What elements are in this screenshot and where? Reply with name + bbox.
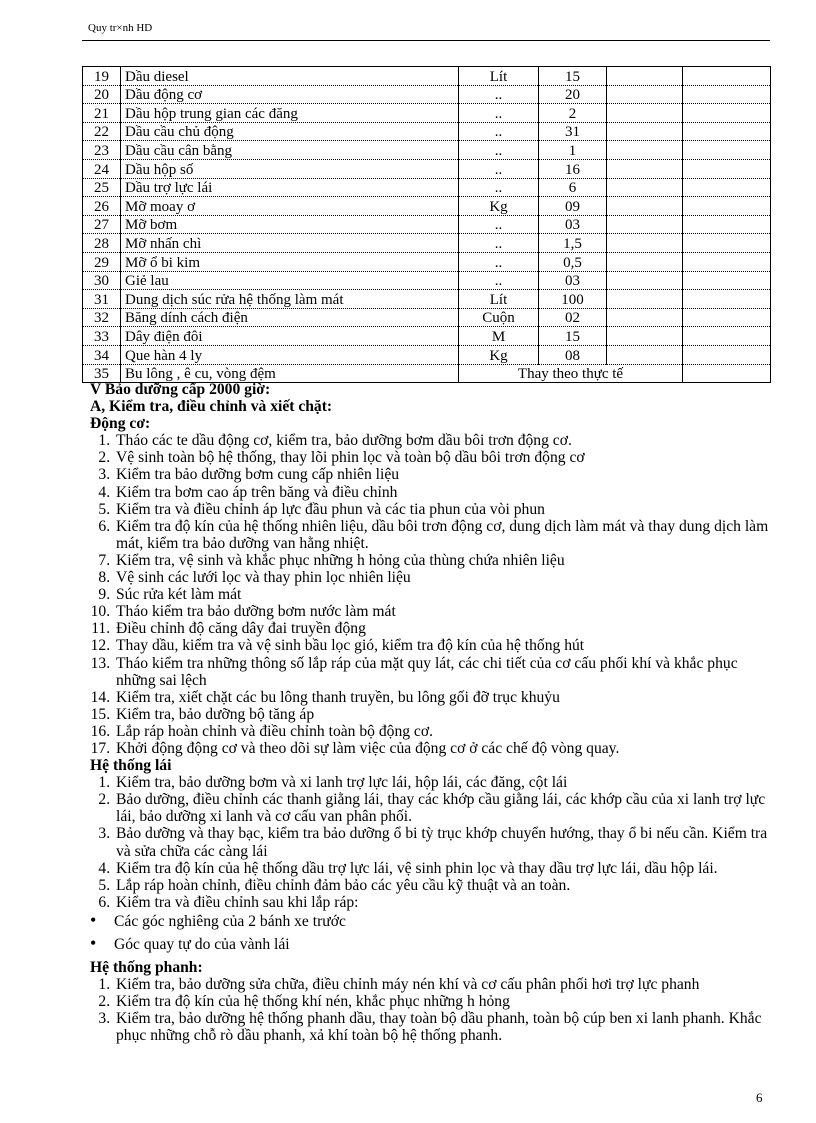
brakes-heading: Hệ thống phanh: <box>90 959 203 977</box>
engine-task: 3. Kiểm tra bảo dưỡng bơm cung cấp nhiên liệu <box>114 466 770 483</box>
quantity: 02 <box>539 308 607 327</box>
quantity: 03 <box>539 215 607 234</box>
row-number: 23 <box>83 141 121 160</box>
unit: .. <box>459 141 539 160</box>
empty-cell <box>607 234 683 253</box>
quantity: 2 <box>539 104 607 123</box>
quantity: 08 <box>539 345 607 364</box>
empty-cell <box>607 215 683 234</box>
steering-checklist <box>90 774 770 911</box>
steering-task: 1. Kiểm tra, bảo dưỡng bơm và xi lanh trợ lực lái, hộp lái, các đăng, cột lái <box>114 774 770 791</box>
empty-cell <box>607 197 683 216</box>
engine-task: 14. Kiểm tra, xiết chặt các bu lông thanh truyền, bu lông gối đỡ trục khuỷu <box>114 689 770 706</box>
unit: .. <box>459 252 539 271</box>
empty-cell <box>607 345 683 364</box>
empty-cell <box>683 327 771 346</box>
empty-cell <box>607 159 683 178</box>
quantity: 09 <box>539 197 607 216</box>
page-number: 6 <box>756 1090 763 1105</box>
engine-task: 8. Vệ sinh các lưới lọc và thay phin lọc nhiên liệu <box>114 569 770 586</box>
empty-cell <box>607 290 683 309</box>
empty-cell <box>607 252 683 271</box>
table-row <box>83 252 771 271</box>
empty-cell <box>607 327 683 346</box>
empty-cell <box>683 252 771 271</box>
table-row <box>83 85 771 104</box>
unit: .. <box>459 159 539 178</box>
section-subtitle: A, Kiểm tra, điều chỉnh và xiết chặt: <box>90 398 333 416</box>
steering-heading: Hệ thống lái <box>90 757 172 775</box>
engine-task: 10. Tháo kiểm tra bảo dưỡng bơm nước làm mát <box>114 603 770 620</box>
unit: .. <box>459 271 539 290</box>
engine-task: 2. Vệ sinh toàn bộ hệ thống, thay lõi phin lọc và toàn bộ dầu bôi trơn động cơ <box>114 449 770 466</box>
empty-cell <box>607 271 683 290</box>
empty-cell <box>683 141 771 160</box>
unit: Lít <box>459 67 539 86</box>
row-number: 29 <box>83 252 121 271</box>
materials-table <box>82 66 771 383</box>
engine-task: 6. Kiểm tra độ kín của hệ thống nhiên liệu, dầu bôi trơn động cơ, dung dịch làm mát và thay dung dịch làm mát, kiểm tra bảo dưỡng van hằng nhiệt. <box>114 518 770 552</box>
table-row <box>83 215 771 234</box>
row-number: 30 <box>83 271 121 290</box>
row-number: 24 <box>83 159 121 178</box>
unit: Kg <box>459 197 539 216</box>
material-name: Dầu trợ lực lái <box>121 178 459 197</box>
row-number: 31 <box>83 290 121 309</box>
table-row <box>83 104 771 123</box>
table-row <box>83 290 771 309</box>
document-header: Quy tr×nh HD <box>88 22 153 34</box>
material-name: Băng dính cách điện <box>121 308 459 327</box>
steering-task: 5. Lắp ráp hoàn chỉnh, điều chỉnh đảm bảo các yêu cầu kỹ thuật và an toàn. <box>114 877 770 894</box>
engine-task: 9. Súc rửa két làm mát <box>114 586 770 603</box>
row-number: 32 <box>83 308 121 327</box>
quantity: 100 <box>539 290 607 309</box>
empty-cell <box>607 141 683 160</box>
brake-task: 1. Kiểm tra, bảo dưỡng sửa chữa, điều chỉnh máy nén khí và cơ cấu phân phối hơi trợ lực phanh <box>114 976 770 993</box>
quantity: 16 <box>539 159 607 178</box>
brake-task: 2. Kiểm tra độ kín của hệ thống khí nén, khắc phục những h hỏng <box>114 993 770 1010</box>
table-row <box>83 327 771 346</box>
table-row <box>83 364 771 383</box>
material-name: Dầu hộp trung gian các đăng <box>121 104 459 123</box>
quantity: 15 <box>539 67 607 86</box>
quantity: 15 <box>539 327 607 346</box>
unit: .. <box>459 85 539 104</box>
row-number: 34 <box>83 345 121 364</box>
table-row <box>83 122 771 141</box>
engine-heading: Động cơ: <box>90 415 151 433</box>
empty-cell <box>683 178 771 197</box>
quantity: 0,5 <box>539 252 607 271</box>
material-name: Dầu cầu chủ động <box>121 122 459 141</box>
unit: .. <box>459 178 539 197</box>
unit: .. <box>459 122 539 141</box>
engine-task: 13. Tháo kiểm tra những thông số lắp ráp của mặt quy lát, các chi tiết của cơ cấu phối khí và khắc phục những sai lệch <box>114 655 770 689</box>
empty-cell <box>683 234 771 253</box>
engine-task: 17. Khởi động động cơ và theo dõi sự làm việc của động cơ ở các chế độ vòng quay. <box>114 740 770 757</box>
replacement-note: Thay theo thực tế <box>459 364 683 383</box>
empty-cell <box>683 159 771 178</box>
steering-task: 3. Bảo dưỡng và thay bạc, kiểm tra bảo dưỡng ổ bi tỳ trục khớp chuyển hướng, thay ổ bi nếu cần. Kiểm tra và sửa chữa các càng lái <box>114 825 770 859</box>
row-number: 26 <box>83 197 121 216</box>
empty-cell <box>683 215 771 234</box>
brakes-checklist <box>90 976 770 1044</box>
empty-cell <box>607 308 683 327</box>
row-number: 25 <box>83 178 121 197</box>
material-name: Mỡ bơm <box>121 215 459 234</box>
empty-cell <box>683 290 771 309</box>
engine-task: 1. Tháo các te dầu động cơ, kiểm tra, bảo dưỡng bơm dầu bôi trơn động cơ. <box>114 432 770 449</box>
row-number: 20 <box>83 85 121 104</box>
row-number: 21 <box>83 104 121 123</box>
material-name: Que hàn 4 ly <box>121 345 459 364</box>
engine-task: 4. Kiểm tra bơm cao áp trên băng và điều chỉnh <box>114 484 770 501</box>
quantity: 6 <box>539 178 607 197</box>
empty-cell <box>607 178 683 197</box>
engine-task: 12. Thay dầu, kiểm tra và vệ sinh bầu lọc gió, kiểm tra độ kín của hệ thống hút <box>114 637 770 654</box>
steering-bullet: • Góc quay tự do của vành lái <box>90 936 770 953</box>
quantity: 03 <box>539 271 607 290</box>
section-title: V Bảo dưỡng cấp 2000 giờ: <box>90 381 271 398</box>
material-name: Dầu động cơ <box>121 85 459 104</box>
material-name: Dây điện đôi <box>121 327 459 346</box>
empty-cell <box>683 104 771 123</box>
empty-cell <box>683 308 771 327</box>
row-number: 33 <box>83 327 121 346</box>
table-row <box>83 197 771 216</box>
engine-task: 15. Kiểm tra, bảo dưỡng bộ tăng áp <box>114 706 770 723</box>
material-name: Giẻ lau <box>121 271 459 290</box>
quantity: 1 <box>539 141 607 160</box>
material-name: Bu lông , ê cu, vòng đệm <box>121 364 459 383</box>
engine-task: 7. Kiểm tra, vệ sinh và khắc phục những h hỏng của thùng chứa nhiên liệu <box>114 552 770 569</box>
empty-cell <box>683 345 771 364</box>
steering-bullet-list <box>90 913 770 953</box>
engine-task: 5. Kiểm tra và điều chỉnh áp lực đầu phun và các tia phun của vòi phun <box>114 501 770 518</box>
empty-cell <box>683 67 771 86</box>
row-number: 28 <box>83 234 121 253</box>
unit: .. <box>459 234 539 253</box>
brake-task: 3. Kiểm tra, bảo dưỡng hệ thống phanh dầu, thay toàn bộ dầu phanh, toàn bộ cúp ben xi lanh phanh. Khắc phục những chỗ rò dầu phanh, xả khí toàn bộ hệ thống phanh. <box>114 1010 770 1044</box>
material-name: Mỡ moay ơ <box>121 197 459 216</box>
steering-task: 2. Bảo dưỡng, điều chỉnh các thanh giằng lái, thay các khớp cầu giằng lái, các khớp cầu của xi lanh trợ lực lái, bảo dưỡng xi lanh và cơ cấu van phân phối. <box>114 791 770 825</box>
row-number: 27 <box>83 215 121 234</box>
quantity: 20 <box>539 85 607 104</box>
row-number: 19 <box>83 67 121 86</box>
unit: M <box>459 327 539 346</box>
empty-cell <box>683 197 771 216</box>
table-row <box>83 271 771 290</box>
unit: Lít <box>459 290 539 309</box>
empty-cell <box>683 85 771 104</box>
table-row <box>83 159 771 178</box>
empty-cell <box>683 122 771 141</box>
steering-bullet: • Các góc nghiêng của 2 bánh xe trước <box>90 913 770 930</box>
unit: .. <box>459 215 539 234</box>
empty-cell <box>683 271 771 290</box>
engine-task: 16. Lắp ráp hoàn chỉnh và điều chỉnh toàn bộ động cơ. <box>114 723 770 740</box>
empty-cell <box>683 364 771 383</box>
engine-checklist <box>90 432 770 757</box>
row-number: 35 <box>83 364 121 383</box>
quantity: 1,5 <box>539 234 607 253</box>
material-name: Dầu diesel <box>121 67 459 86</box>
maintenance-content <box>90 381 770 1045</box>
row-number: 22 <box>83 122 121 141</box>
empty-cell <box>607 67 683 86</box>
steering-task: 4. Kiểm tra độ kín của hệ thống dầu trợ lực lái, vệ sinh phin lọc và thay dầu trợ lực lái, dầu hộp lái. <box>114 860 770 877</box>
unit: Kg <box>459 345 539 364</box>
material-name: Dung dịch súc rửa hệ thống làm mát <box>121 290 459 309</box>
material-name: Dầu hộp số <box>121 159 459 178</box>
quantity: 31 <box>539 122 607 141</box>
table-row <box>83 67 771 86</box>
material-name: Mỡ ổ bi kim <box>121 252 459 271</box>
table-row <box>83 178 771 197</box>
unit: Cuộn <box>459 308 539 327</box>
empty-cell <box>607 85 683 104</box>
engine-task: 11. Điều chỉnh độ căng dây đai truyền động <box>114 620 770 637</box>
material-name: Mỡ nhấn chì <box>121 234 459 253</box>
header-divider <box>82 40 770 41</box>
table-row <box>83 308 771 327</box>
empty-cell <box>607 104 683 123</box>
steering-task: 6. Kiểm tra và điều chỉnh sau khi lắp ráp: <box>114 894 770 911</box>
table-row <box>83 234 771 253</box>
table-row <box>83 141 771 160</box>
material-name: Dầu cầu cân bằng <box>121 141 459 160</box>
unit: .. <box>459 104 539 123</box>
empty-cell <box>607 122 683 141</box>
table-row <box>83 345 771 364</box>
